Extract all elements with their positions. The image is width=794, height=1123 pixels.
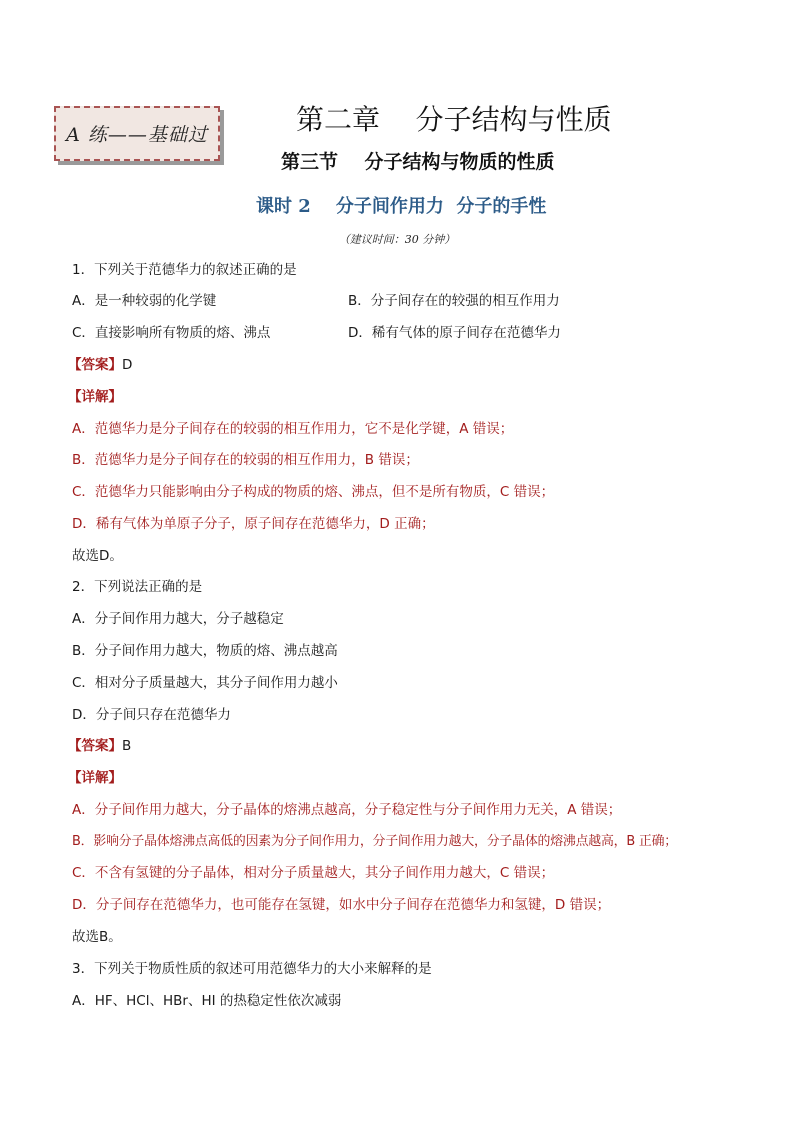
answer-value: D [122, 357, 133, 373]
q2-option-b: B．分子间作用力越大，物质的熔、沸点越高 [72, 643, 338, 659]
q1-answer [68, 356, 132, 374]
q2-option-d: D．分子间只存在范德华力 [72, 707, 231, 723]
answer-value: B [122, 738, 132, 754]
q2-answer [68, 737, 131, 755]
detail-tag: 【详解】 [68, 389, 122, 405]
q2-detail-heading [68, 769, 122, 787]
q2-conclusion: 故选B。 [72, 929, 122, 945]
q2-option-c: C．相对分子质量越大，其分子间作用力越小 [72, 675, 338, 691]
q1-detail-b: B．范德华力是分子间存在的较弱的相互作用力，B 错误； [72, 452, 419, 468]
q1-detail-d: D．稀有气体为单原子分子，原子间存在范德华力，D 正确； [72, 516, 435, 532]
q1-option-b: B．分子间存在的较强的相互作用力 [348, 293, 560, 309]
detail-tag: 【详解】 [68, 770, 122, 786]
answer-tag: 【答案】 [68, 738, 122, 754]
section-title: 第三节 分子结构与物质的性质 [281, 151, 555, 173]
lesson-title: 课时 2 分子间作用力 分子的手性 [256, 196, 547, 217]
q1-option-a: A．是一种较弱的化学键 [72, 293, 217, 309]
q1-detail-heading [68, 388, 122, 406]
q1-stem: 1．下列关于范德华力的叙述正确的是 [72, 262, 297, 278]
q3-option-a: A．HF、HCl、HBr、HI 的热稳定性依次减弱 [72, 993, 342, 1009]
q2-detail-b: B．影响分子晶体熔沸点高低的因素为分子间作用力，分子间作用力越大，分子晶体的熔沸点越高，B 正确； [72, 834, 677, 849]
chapter-title: 第二章 分子结构与性质 [296, 103, 612, 136]
q2-detail-c: C．不含有氢键的分子晶体，相对分子质量越大，其分子间作用力越大，C 错误； [72, 865, 555, 881]
q2-stem: 2．下列说法正确的是 [72, 579, 203, 595]
q1-option-d: D．稀有气体的原子间存在范德华力 [348, 325, 561, 341]
q3-stem: 3．下列关于物质性质的叙述可用范德华力的大小来解释的是 [72, 961, 432, 977]
q2-detail-d: D．分子间存在范德华力，也可能存在氢键，如水中分子间存在范德华力和氢键，D 错误； [72, 897, 611, 913]
answer-tag: 【答案】 [68, 357, 122, 373]
q2-option-a: A．分子间作用力越大，分子越稳定 [72, 611, 284, 627]
q1-conclusion: 故选D。 [72, 548, 123, 564]
practice-level-badge: A 练——基础过 [54, 106, 220, 161]
q1-detail-c: C．范德华力只能影响由分子构成的物质的熔、沸点，但不是所有物质，C 错误； [72, 484, 555, 500]
suggested-time: （建议时间：30 分钟） [338, 233, 456, 246]
q1-detail-a: A．范德华力是分子间存在的较弱的相互作用力，它不是化学键，A 错误； [72, 421, 514, 437]
q2-detail-a: A．分子间作用力越大，分子晶体的熔沸点越高，分子稳定性与分子间作用力无关，A 错误； [72, 802, 622, 818]
q1-option-c: C．直接影响所有物质的熔、沸点 [72, 325, 271, 341]
